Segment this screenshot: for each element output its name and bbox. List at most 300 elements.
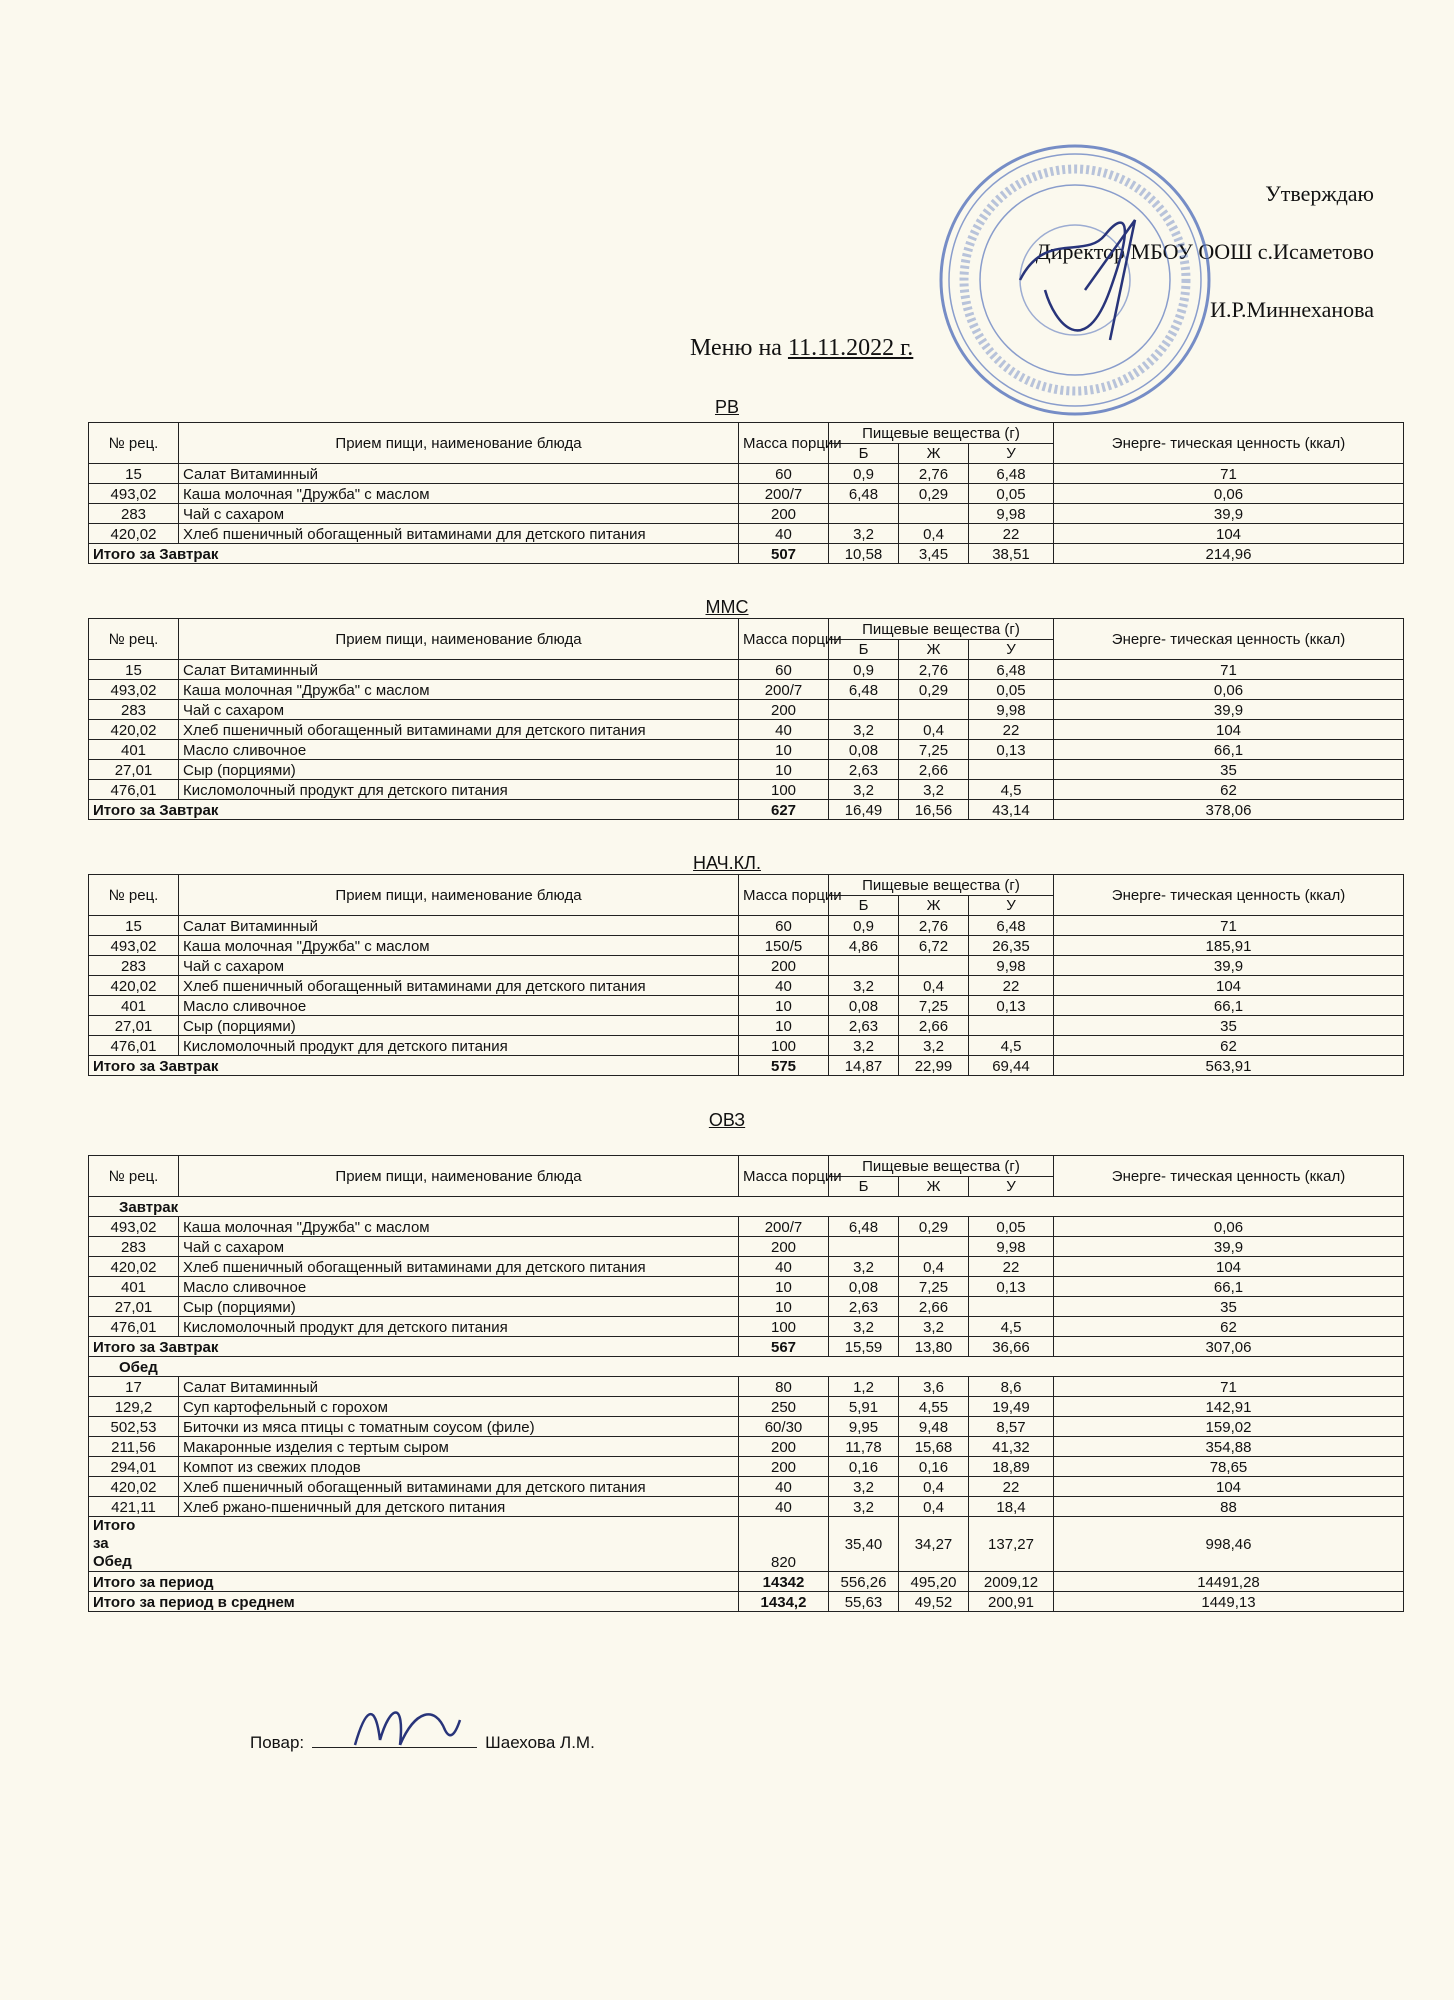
carb-value: 4,5 [969, 780, 1054, 800]
energy-value: 0,06 [1054, 680, 1404, 700]
carb-value: 9,98 [969, 700, 1054, 720]
total-mass: 14342 [739, 1572, 829, 1592]
energy-value: 39,9 [1054, 1237, 1404, 1257]
portion-mass: 150/5 [739, 936, 829, 956]
dish-name: Чай с сахаром [179, 956, 739, 976]
col-b-header: Б [829, 1177, 899, 1197]
portion-mass: 100 [739, 1317, 829, 1337]
dish-name: Хлеб пшеничный обогащенный витаминами для детского питания [179, 524, 739, 544]
table-row [89, 1417, 1404, 1437]
recipe-no: 420,02 [89, 976, 179, 996]
recipe-no: 27,01 [89, 760, 179, 780]
dish-name: Сыр (порциями) [179, 1297, 739, 1317]
dish-name: Масло сливочное [179, 1277, 739, 1297]
carb-value: 22 [969, 1477, 1054, 1497]
table-row [89, 916, 1404, 936]
header-row [89, 1156, 1404, 1177]
energy-value: 71 [1054, 464, 1404, 484]
menu-title-prefix: Меню на [690, 335, 782, 361]
recipe-no: 283 [89, 504, 179, 524]
breakfast-group-label: Завтрак [89, 1197, 1404, 1217]
total-energy: 563,91 [1054, 1056, 1404, 1076]
col-mass-header: Масса порции [739, 619, 829, 660]
portion-mass: 40 [739, 524, 829, 544]
total-fat: 49,52 [899, 1592, 969, 1612]
total-protein: 14,87 [829, 1056, 899, 1076]
fat-value: 3,6 [899, 1377, 969, 1397]
portion-mass: 200/7 [739, 1217, 829, 1237]
carb-value: 22 [969, 720, 1054, 740]
col-nutrients-header: Пищевые вещества (г) [829, 619, 1054, 640]
col-zh-header: Ж [899, 1177, 969, 1197]
energy-value: 104 [1054, 524, 1404, 544]
table-row [89, 1397, 1404, 1417]
portion-mass: 40 [739, 976, 829, 996]
fat-value: 7,25 [899, 996, 969, 1016]
menu-title [690, 335, 913, 362]
total-carb: 36,66 [969, 1337, 1054, 1357]
energy-value: 71 [1054, 1377, 1404, 1397]
recipe-no: 401 [89, 1277, 179, 1297]
protein-value: 6,48 [829, 680, 899, 700]
fat-value: 2,66 [899, 760, 969, 780]
fat-value: 0,16 [899, 1457, 969, 1477]
col-name-header: Прием пищи, наименование блюда [179, 423, 739, 464]
table-row [89, 936, 1404, 956]
total-label: Итого за Завтрак [89, 544, 739, 564]
recipe-no: 129,2 [89, 1397, 179, 1417]
total-carb: 200,91 [969, 1592, 1054, 1612]
protein-value: 3,2 [829, 1257, 899, 1277]
protein-value: 6,48 [829, 484, 899, 504]
protein-value: 2,63 [829, 760, 899, 780]
energy-value: 62 [1054, 780, 1404, 800]
carb-value: 19,49 [969, 1397, 1054, 1417]
protein-value: 3,2 [829, 524, 899, 544]
protein-value: 6,48 [829, 1217, 899, 1237]
total-energy: 1449,13 [1054, 1592, 1404, 1612]
cook-name: Шаехова Л.М. [485, 1733, 595, 1752]
lunch-total-label-l3: Обед [93, 1553, 132, 1570]
recipe-no: 27,01 [89, 1016, 179, 1036]
carb-value [969, 1016, 1054, 1036]
dish-name: Макаронные изделия с тертым сыром [179, 1437, 739, 1457]
dish-name: Хлеб пшеничный обогащенный витаминами для детского питания [179, 1477, 739, 1497]
protein-value [829, 956, 899, 976]
protein-value: 0,9 [829, 916, 899, 936]
total-label: Итого за период [89, 1572, 739, 1592]
carb-value: 0,13 [969, 740, 1054, 760]
total-energy: 214,96 [1054, 544, 1404, 564]
carb-value: 0,13 [969, 1277, 1054, 1297]
dish-name: Салат Витаминный [179, 916, 739, 936]
dish-name: Чай с сахаром [179, 700, 739, 720]
total-energy: 307,06 [1054, 1337, 1404, 1357]
col-zh-header: Ж [899, 640, 969, 660]
table-row [89, 720, 1404, 740]
fat-value: 3,2 [899, 780, 969, 800]
fat-value: 7,25 [899, 740, 969, 760]
table-row [89, 1237, 1404, 1257]
energy-value: 71 [1054, 916, 1404, 936]
carb-value: 0,05 [969, 680, 1054, 700]
energy-value: 71 [1054, 660, 1404, 680]
dish-name: Каша молочная "Дружба" с маслом [179, 484, 739, 504]
col-energy-header: Энерге- тическая ценность (ккал) [1054, 875, 1404, 916]
lunch-total-label-l1: Итого [93, 1517, 136, 1534]
table-row [89, 504, 1404, 524]
carb-value: 4,5 [969, 1036, 1054, 1056]
energy-value: 159,02 [1054, 1417, 1404, 1437]
col-zh-header: Ж [899, 444, 969, 464]
recipe-no: 283 [89, 700, 179, 720]
fat-value: 15,68 [899, 1437, 969, 1457]
col-b-header: Б [829, 640, 899, 660]
total-mass: 627 [739, 800, 829, 820]
dish-name: Салат Витаминный [179, 1377, 739, 1397]
portion-mass: 10 [739, 1016, 829, 1036]
total-carb: 69,44 [969, 1056, 1054, 1076]
section-label-0-text: РВ [714, 397, 739, 417]
total-energy: 14491,28 [1054, 1572, 1404, 1592]
total-row [89, 544, 1404, 564]
menu-table-1 [88, 618, 1404, 820]
fat-value: 0,4 [899, 524, 969, 544]
total-energy: 378,06 [1054, 800, 1404, 820]
fat-value: 0,4 [899, 1497, 969, 1517]
energy-value: 104 [1054, 1477, 1404, 1497]
col-u-header: У [969, 444, 1054, 464]
fat-value: 4,55 [899, 1397, 969, 1417]
portion-mass: 10 [739, 996, 829, 1016]
energy-value: 104 [1054, 976, 1404, 996]
total-mass: 820 [739, 1517, 829, 1572]
protein-value: 3,2 [829, 976, 899, 996]
total-carb: 43,14 [969, 800, 1054, 820]
fat-value: 0,29 [899, 484, 969, 504]
table-row [89, 1437, 1404, 1457]
energy-value: 142,91 [1054, 1397, 1404, 1417]
portion-mass: 250 [739, 1397, 829, 1417]
energy-value: 35 [1054, 1297, 1404, 1317]
portion-mass: 60/30 [739, 1417, 829, 1437]
recipe-no: 211,56 [89, 1437, 179, 1457]
portion-mass: 40 [739, 1257, 829, 1277]
menu-table-ovz [88, 1155, 1404, 1612]
director-name: И.Р.Миннеханова [1210, 297, 1374, 322]
total-row [89, 1592, 1404, 1612]
protein-value: 0,16 [829, 1457, 899, 1477]
carb-value: 9,98 [969, 504, 1054, 524]
protein-value: 2,63 [829, 1297, 899, 1317]
total-fat: 34,27 [899, 1517, 969, 1572]
col-no-header: № рец. [89, 875, 179, 916]
dish-name: Масло сливочное [179, 996, 739, 1016]
portion-mass: 80 [739, 1377, 829, 1397]
col-u-header: У [969, 1177, 1054, 1197]
carb-value: 18,4 [969, 1497, 1054, 1517]
carb-value: 8,6 [969, 1377, 1054, 1397]
total-carb: 2009,12 [969, 1572, 1054, 1592]
menu-table-2 [88, 874, 1404, 1076]
total-mass: 507 [739, 544, 829, 564]
portion-mass: 200 [739, 956, 829, 976]
portion-mass: 60 [739, 464, 829, 484]
col-nutrients-header: Пищевые вещества (г) [829, 423, 1054, 444]
portion-mass: 10 [739, 1297, 829, 1317]
total-label: Итого за Завтрак [89, 1337, 739, 1357]
fat-value: 0,29 [899, 680, 969, 700]
fat-value: 7,25 [899, 1277, 969, 1297]
table-row [89, 1317, 1404, 1337]
portion-mass: 200 [739, 1457, 829, 1477]
total-mass: 575 [739, 1056, 829, 1076]
table-row [89, 1016, 1404, 1036]
protein-value [829, 504, 899, 524]
lunch-total-label-l2: за [93, 1535, 109, 1552]
portion-mass: 10 [739, 1277, 829, 1297]
section-label-1 [0, 597, 1454, 618]
section-label-1-text: ММС [705, 597, 749, 617]
official-stamp-icon [935, 140, 1215, 420]
section-label-2-text: НАЧ.КЛ. [693, 853, 761, 873]
protein-value: 0,9 [829, 464, 899, 484]
carb-value: 22 [969, 524, 1054, 544]
total-carb: 137,27 [969, 1517, 1054, 1572]
fat-value: 2,76 [899, 464, 969, 484]
protein-value: 3,2 [829, 1036, 899, 1056]
total-label: Итого за Завтрак [89, 800, 739, 820]
col-u-header: У [969, 640, 1054, 660]
col-energy-header: Энерге- тическая ценность (ккал) [1054, 619, 1404, 660]
dish-name: Чай с сахаром [179, 504, 739, 524]
carb-value: 9,98 [969, 956, 1054, 976]
portion-mass: 200 [739, 1437, 829, 1457]
portion-mass: 200/7 [739, 680, 829, 700]
recipe-no: 476,01 [89, 1317, 179, 1337]
total-protein: 10,58 [829, 544, 899, 564]
fat-value: 0,4 [899, 976, 969, 996]
dish-name: Хлеб пшеничный обогащенный витаминами для детского питания [179, 720, 739, 740]
fat-value: 2,76 [899, 660, 969, 680]
portion-mass: 10 [739, 760, 829, 780]
recipe-no: 27,01 [89, 1297, 179, 1317]
dish-name: Сыр (порциями) [179, 760, 739, 780]
table-row [89, 1497, 1404, 1517]
protein-value: 4,86 [829, 936, 899, 956]
fat-value: 6,72 [899, 936, 969, 956]
table-row [89, 1217, 1404, 1237]
table-row [89, 1477, 1404, 1497]
portion-mass: 40 [739, 720, 829, 740]
approve-label: Утверждаю [1265, 181, 1374, 206]
energy-value: 35 [1054, 1016, 1404, 1036]
fat-value [899, 700, 969, 720]
dish-name: Биточки из мяса птицы с томатным соусом (филе) [179, 1417, 739, 1437]
col-name-header: Прием пищи, наименование блюда [179, 875, 739, 916]
energy-value: 39,9 [1054, 700, 1404, 720]
total-protein: 55,63 [829, 1592, 899, 1612]
total-row [89, 800, 1404, 820]
col-mass-header: Масса порции [739, 423, 829, 464]
protein-value: 11,78 [829, 1437, 899, 1457]
breakfast-group [89, 1197, 1404, 1217]
table-row [89, 740, 1404, 760]
dish-name: Салат Витаминный [179, 464, 739, 484]
total-row [89, 1337, 1404, 1357]
table-row [89, 760, 1404, 780]
fat-value: 9,48 [899, 1417, 969, 1437]
energy-value: 0,06 [1054, 484, 1404, 504]
total-protein: 556,26 [829, 1572, 899, 1592]
recipe-no: 476,01 [89, 1036, 179, 1056]
total-mass: 567 [739, 1337, 829, 1357]
energy-value: 39,9 [1054, 956, 1404, 976]
energy-value: 62 [1054, 1317, 1404, 1337]
recipe-no: 17 [89, 1377, 179, 1397]
col-no-header: № рец. [89, 1156, 179, 1197]
table-row [89, 464, 1404, 484]
section-label-ovz [0, 1110, 1454, 1131]
portion-mass: 200 [739, 1237, 829, 1257]
protein-value: 3,2 [829, 780, 899, 800]
col-u-header: У [969, 896, 1054, 916]
table-row [89, 524, 1404, 544]
portion-mass: 40 [739, 1477, 829, 1497]
recipe-no: 294,01 [89, 1457, 179, 1477]
carb-value [969, 760, 1054, 780]
fat-value [899, 1237, 969, 1257]
dish-name: Хлеб ржано-пшеничный для детского питания [179, 1497, 739, 1517]
table-row [89, 976, 1404, 996]
carb-value: 6,48 [969, 916, 1054, 936]
dish-name: Суп картофельный с горохом [179, 1397, 739, 1417]
energy-value: 35 [1054, 760, 1404, 780]
total-carb: 38,51 [969, 544, 1054, 564]
total-fat: 495,20 [899, 1572, 969, 1592]
recipe-no: 502,53 [89, 1417, 179, 1437]
header-row [89, 619, 1404, 640]
carb-value: 9,98 [969, 1237, 1054, 1257]
energy-value: 0,06 [1054, 1217, 1404, 1237]
recipe-no: 420,02 [89, 1477, 179, 1497]
protein-value: 9,95 [829, 1417, 899, 1437]
energy-value: 62 [1054, 1036, 1404, 1056]
total-fat: 13,80 [899, 1337, 969, 1357]
col-mass-header: Масса порции [739, 875, 829, 916]
protein-value: 0,9 [829, 660, 899, 680]
total-protein: 16,49 [829, 800, 899, 820]
portion-mass: 10 [739, 740, 829, 760]
cook-label: Повар: [250, 1733, 305, 1752]
dish-name: Салат Витаминный [179, 660, 739, 680]
table-row [89, 1277, 1404, 1297]
energy-value: 185,91 [1054, 936, 1404, 956]
fat-value: 2,66 [899, 1016, 969, 1036]
total-energy: 998,46 [1054, 1517, 1404, 1572]
portion-mass: 200 [739, 700, 829, 720]
lunch-group-label: Обед [89, 1357, 1404, 1377]
total-label: Итого за Завтрак [89, 1056, 739, 1076]
fat-value: 0,4 [899, 720, 969, 740]
col-no-header: № рец. [89, 423, 179, 464]
energy-value: 66,1 [1054, 740, 1404, 760]
table-row [89, 780, 1404, 800]
fat-value: 2,66 [899, 1297, 969, 1317]
lunch-group [89, 1357, 1404, 1377]
recipe-no: 15 [89, 916, 179, 936]
portion-mass: 100 [739, 1036, 829, 1056]
col-no-header: № рец. [89, 619, 179, 660]
carb-value: 18,89 [969, 1457, 1054, 1477]
portion-mass: 100 [739, 780, 829, 800]
recipe-no: 283 [89, 956, 179, 976]
table-row [89, 700, 1404, 720]
protein-value: 3,2 [829, 720, 899, 740]
fat-value [899, 956, 969, 976]
recipe-no: 420,02 [89, 524, 179, 544]
table-row [89, 1297, 1404, 1317]
dish-name: Чай с сахаром [179, 1237, 739, 1257]
carb-value: 8,57 [969, 1417, 1054, 1437]
col-name-header: Прием пищи, наименование блюда [179, 1156, 739, 1197]
dish-name: Компот из свежих плодов [179, 1457, 739, 1477]
director-title: Директор МБОУ ООШ с.Исаметово [1035, 239, 1374, 264]
dish-name: Каша молочная "Дружба" с маслом [179, 1217, 739, 1237]
portion-mass: 40 [739, 1497, 829, 1517]
recipe-no: 15 [89, 660, 179, 680]
dish-name: Масло сливочное [179, 740, 739, 760]
energy-value: 104 [1054, 720, 1404, 740]
dish-name: Сыр (порциями) [179, 1016, 739, 1036]
fat-value: 0,4 [899, 1257, 969, 1277]
col-name-header: Прием пищи, наименование блюда [179, 619, 739, 660]
recipe-no: 421,11 [89, 1497, 179, 1517]
fat-value: 0,29 [899, 1217, 969, 1237]
total-row [89, 1572, 1404, 1592]
carb-value [969, 1297, 1054, 1317]
section-label-0 [0, 397, 1454, 418]
menu-table-0 [88, 422, 1404, 564]
total-fat: 16,56 [899, 800, 969, 820]
dish-name: Кисломолочный продукт для детского питания [179, 780, 739, 800]
energy-value: 88 [1054, 1497, 1404, 1517]
protein-value: 5,91 [829, 1397, 899, 1417]
protein-value: 1,2 [829, 1377, 899, 1397]
dish-name: Кисломолочный продукт для детского питания [179, 1317, 739, 1337]
table-row [89, 996, 1404, 1016]
recipe-no: 476,01 [89, 780, 179, 800]
col-zh-header: Ж [899, 896, 969, 916]
total-protein: 15,59 [829, 1337, 899, 1357]
protein-value: 2,63 [829, 1016, 899, 1036]
portion-mass: 200/7 [739, 484, 829, 504]
table-row [89, 1377, 1404, 1397]
recipe-no: 401 [89, 740, 179, 760]
col-nutrients-header: Пищевые вещества (г) [829, 1156, 1054, 1177]
table-row [89, 1457, 1404, 1477]
total-row [89, 1056, 1404, 1076]
header-row [89, 423, 1404, 444]
fat-value: 2,76 [899, 916, 969, 936]
carb-value: 0,05 [969, 484, 1054, 504]
recipe-no: 493,02 [89, 1217, 179, 1237]
protein-value: 0,08 [829, 996, 899, 1016]
recipe-no: 420,02 [89, 720, 179, 740]
protein-value [829, 1237, 899, 1257]
carb-value: 22 [969, 976, 1054, 996]
recipe-no: 493,02 [89, 680, 179, 700]
